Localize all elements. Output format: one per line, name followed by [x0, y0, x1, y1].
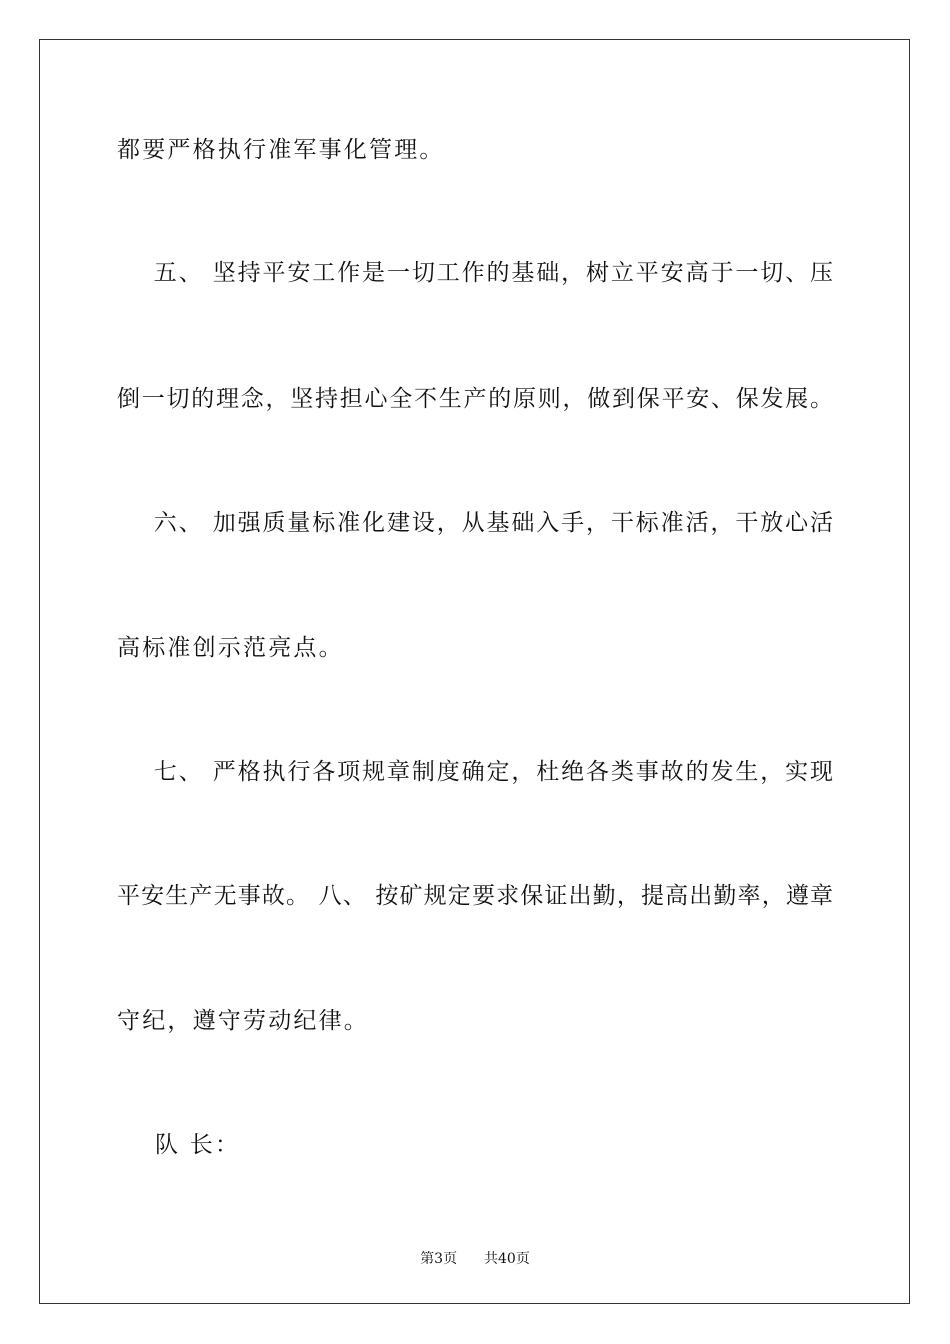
signature-line: 队 长： — [117, 1132, 241, 1158]
body-line-3: 倒一切的理念，坚持担心全不生产的原则，做到保平安、保发展。 — [117, 386, 833, 412]
page-number: 第3页 — [420, 1251, 458, 1267]
body-line-1: 都要严格执行准军事化管理。 — [117, 137, 445, 163]
body-line-8: 守纪，遵守劳动纪律。 — [117, 1008, 369, 1034]
body-line-4: 六、 加强质量标准化建设，从基础入手，干标准活，干放心活 — [117, 510, 833, 536]
page-border — [39, 39, 910, 1304]
body-line-5: 高标准创示范亮点。 — [117, 635, 344, 661]
body-line-7: 平安生产无事故。 八、 按矿规定要求保证出勤，提高出勤率，遵章 — [117, 883, 833, 909]
page-total: 共40页 — [484, 1251, 530, 1267]
page-footer — [0, 1248, 950, 1268]
body-line-6: 七、 严格执行各项规章制度确定，杜绝各类事故的发生，实现 — [117, 759, 833, 785]
body-line-2: 五、 坚持平安工作是一切工作的基础，树立平安高于一切、压 — [117, 260, 833, 286]
